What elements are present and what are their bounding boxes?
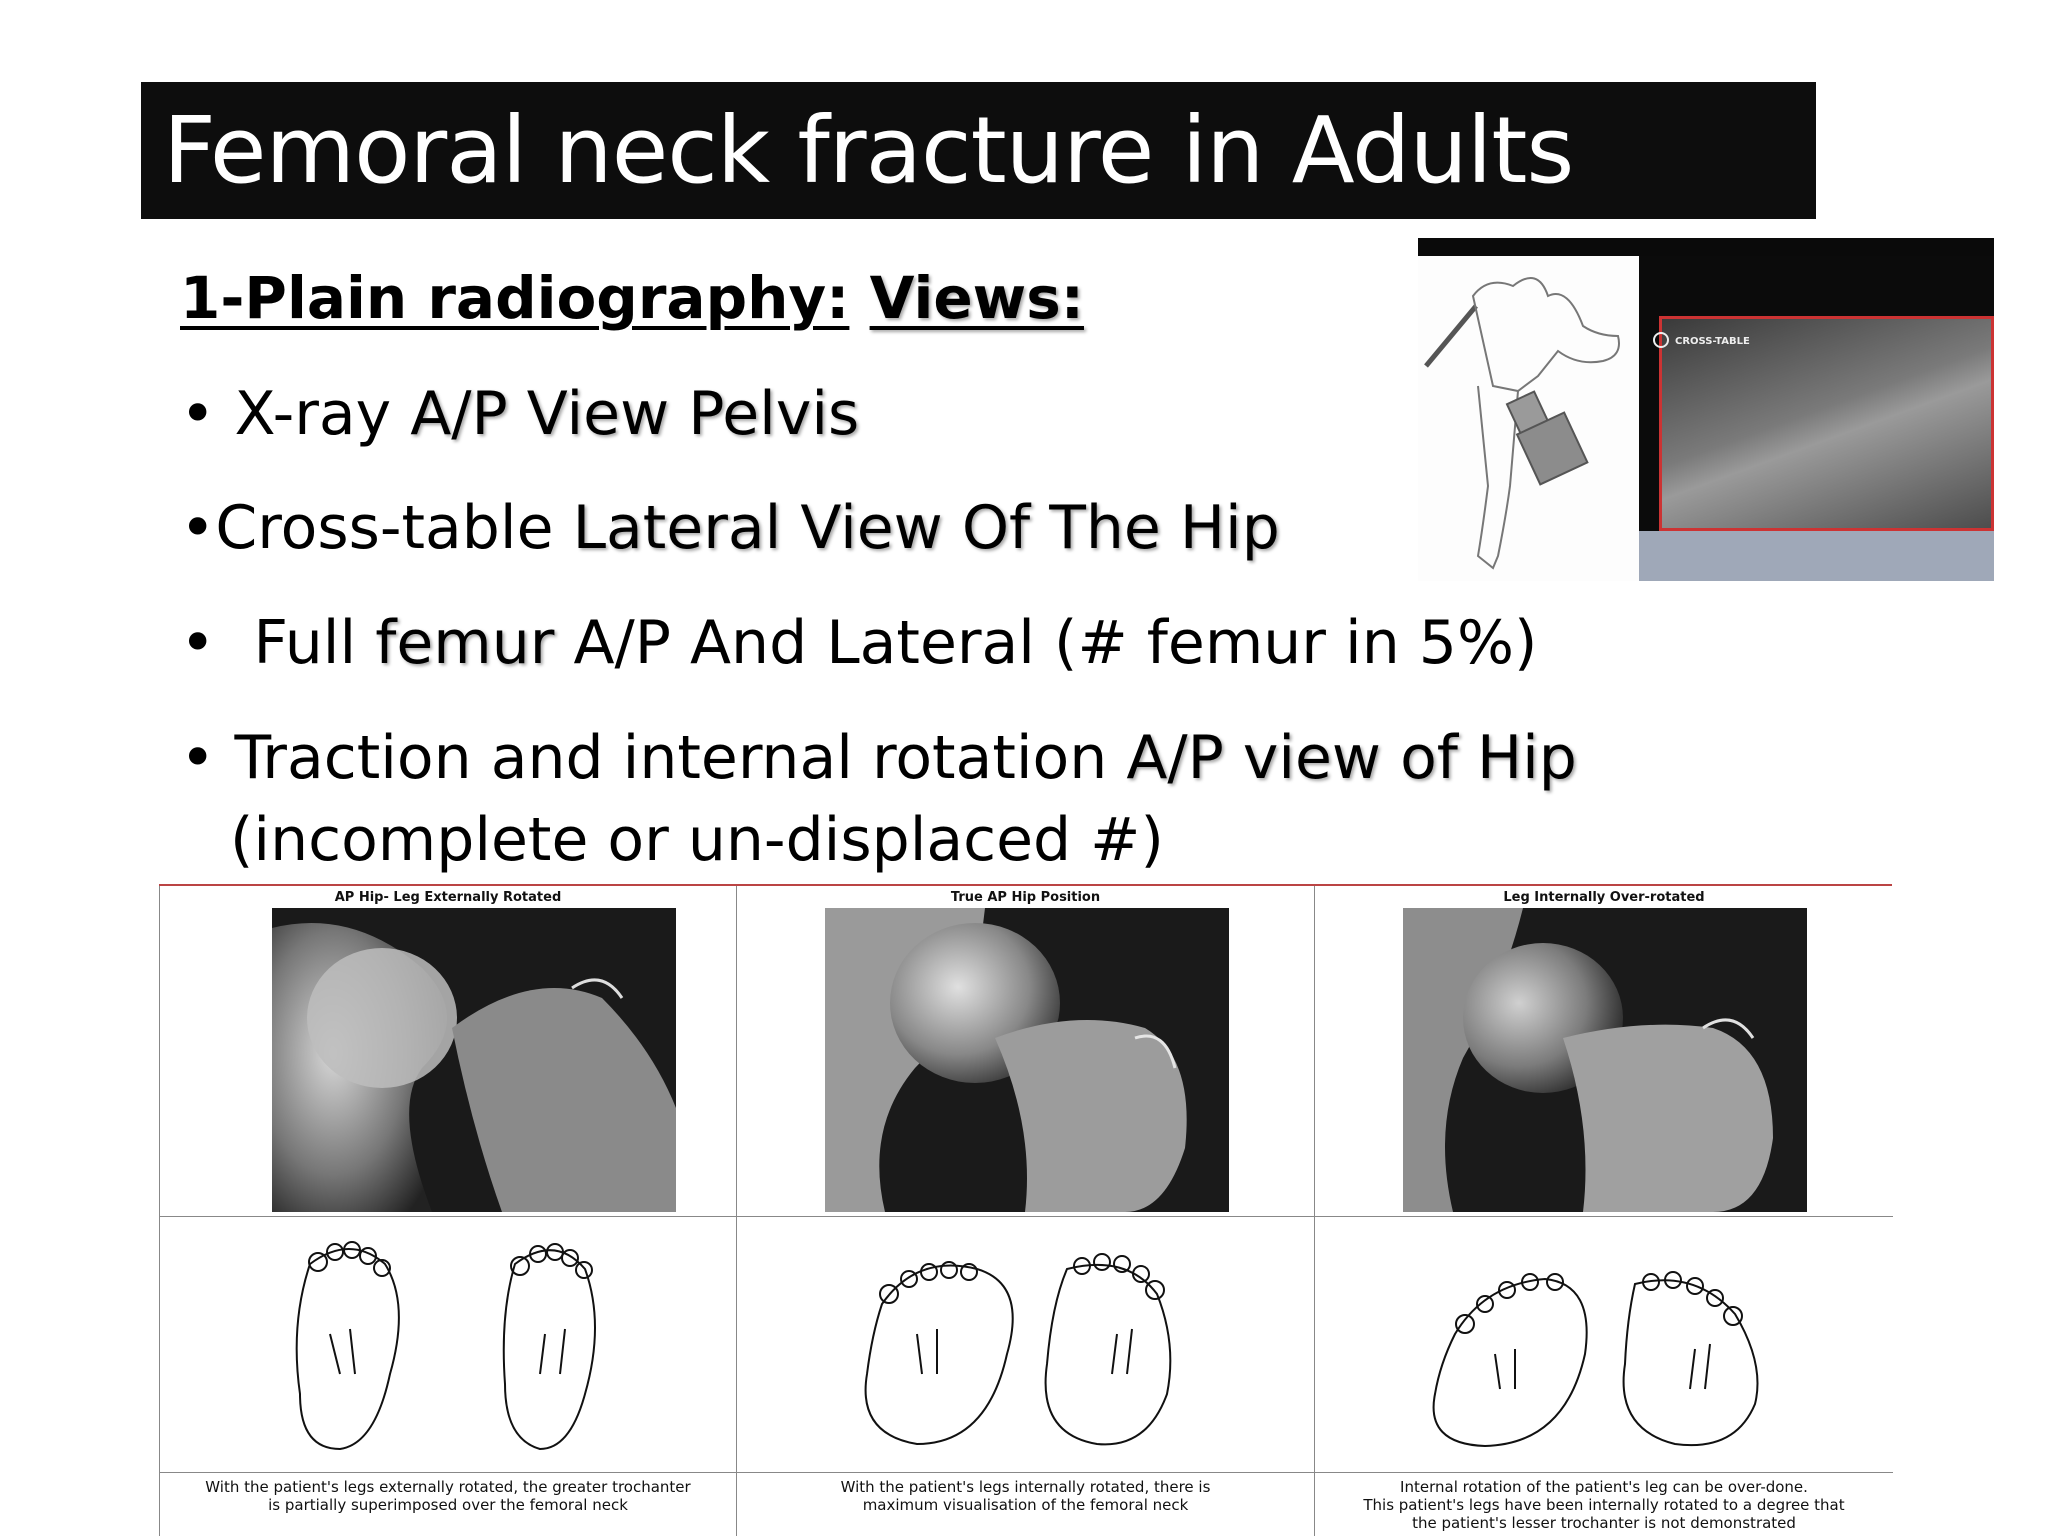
caption-line: is partially superimposed over the femoral neck <box>268 1496 628 1514</box>
film-marker <box>1653 332 1669 348</box>
caption-line: With the patient's legs externally rotated, the greater trochanter <box>205 1478 691 1496</box>
panel-true-ap <box>737 886 1315 1536</box>
panel-title: AP Hip- Leg Externally Rotated <box>334 890 562 905</box>
film-xray-image <box>1659 316 1994 531</box>
bullet-ap-pelvis <box>180 374 859 454</box>
over-rotated-feet-diagram <box>1315 1224 1893 1464</box>
bullet-marker: • <box>180 608 254 678</box>
panel-title: True AP Hip Position <box>950 890 1101 905</box>
heading-views: Views: <box>869 264 1084 332</box>
bullet-cross-table <box>180 488 1280 568</box>
bullet-text: Full <box>253 608 376 678</box>
panel-title: Leg Internally Over-rotated <box>1503 890 1705 905</box>
caption-line: With the patient's legs internally rotated, there is <box>840 1478 1211 1496</box>
panel-separator <box>160 1472 736 1473</box>
hip-radiograph-image <box>272 908 676 1212</box>
section-heading <box>180 262 1084 334</box>
bullet-traction <box>180 718 1577 798</box>
cross-table-figure <box>1418 238 1994 581</box>
heading-plain-radiography: 1-Plain radiography: <box>180 264 850 332</box>
hip-radiograph-image <box>1403 908 1807 1212</box>
panel-caption <box>1319 1478 1889 1532</box>
film-label: CROSS-TABLE <box>1675 336 1750 347</box>
bullet-text: Cross-table <box>215 493 573 563</box>
caption-line: Internal rotation of the patient's leg can be over-done. <box>1400 1478 1808 1496</box>
panel-caption <box>741 1478 1310 1514</box>
bullet-marker: • <box>180 379 235 449</box>
externally-rotated-feet-diagram <box>160 1224 738 1464</box>
bullet-marker: • <box>180 493 216 563</box>
bullet-highlight: A/P view of Hip <box>1126 723 1577 793</box>
slide-title: Femoral neck fracture in Adults <box>141 82 1816 219</box>
panel-separator <box>1315 1472 1893 1473</box>
bullet-text: X-ray <box>234 379 411 449</box>
panel-separator <box>160 1216 736 1217</box>
caption-line: This patient's legs have been internally rotated to a degree that <box>1363 1496 1845 1514</box>
true-ap-feet-diagram <box>737 1224 1315 1464</box>
bullet-text: Traction and internal rotation <box>234 723 1127 793</box>
panel-separator <box>737 1472 1314 1473</box>
caption-line: maximum visualisation of the femoral neck <box>862 1496 1189 1514</box>
panel-externally-rotated <box>159 886 737 1536</box>
bullet-marker: • <box>180 723 235 793</box>
caption-line: the patient's lesser trochanter is not demonstrated <box>1412 1514 1796 1532</box>
panel-separator <box>737 1216 1314 1217</box>
bullet-full-femur <box>180 603 1537 683</box>
panel-caption <box>164 1478 732 1514</box>
panel-internally-over-rotated <box>1315 886 1893 1536</box>
hip-radiograph-image <box>825 908 1229 1212</box>
bullet-highlight: femur <box>375 608 555 678</box>
bullet-highlight: A/P View Pelvis <box>410 379 860 449</box>
panel-separator <box>1315 1216 1893 1217</box>
bullet-traction-continuation: (incomplete or un-displaced #) <box>230 805 1164 875</box>
figure-top-strip <box>1418 238 1994 256</box>
film-bottom-band <box>1639 531 1994 581</box>
bullet-rest: A/P And Lateral (# femur in 5%) <box>554 608 1538 678</box>
leg-sketch-image <box>1418 256 1639 581</box>
hip-position-panels <box>159 884 1892 1536</box>
bullet-highlight: Lateral View Of The Hip <box>572 493 1280 563</box>
